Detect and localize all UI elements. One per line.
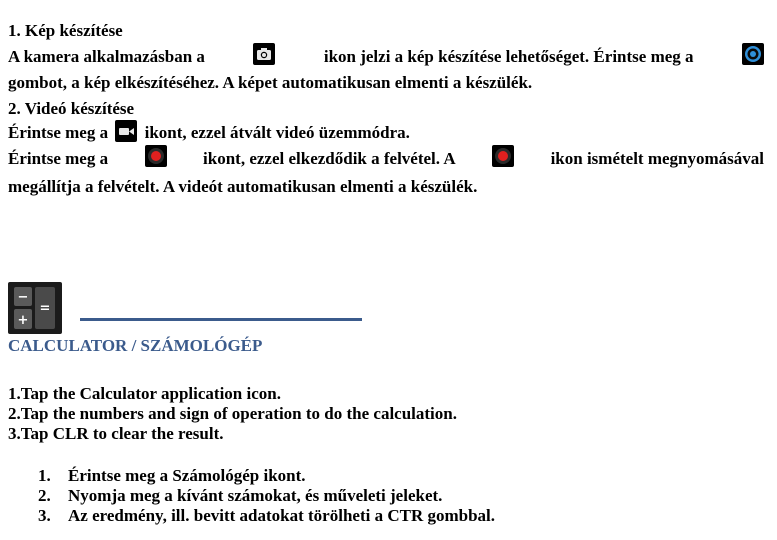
calc-plus-symbol: +: [17, 313, 29, 328]
video-line-1-b: ikont, ezzel átvált videó üzemmódra.: [144, 123, 410, 142]
video-line-1-a: Érintse meg a: [8, 123, 109, 142]
video-line-3: megállítja a felvételt. A videót automatikusan elmenti a készülék.: [8, 177, 478, 196]
video-line-2-a: Érintse meg a: [8, 149, 109, 168]
photo-line-2: gombot, a kép elkészítéséhez. A képet automatikusan elmenti a készülék.: [8, 73, 533, 92]
video-line-2-b: ikont, ezzel elkezdődik a felvétel. A: [203, 149, 456, 168]
calculator-app-icon: [8, 282, 62, 334]
hungarian-step: [38, 466, 306, 486]
video-line-1: [8, 122, 764, 145]
photo-line-1: [8, 46, 764, 68]
english-step: 1.Tap the Calculator application icon.: [8, 384, 281, 403]
photo-line-1-a: A kamera alkalmazásban a: [8, 47, 205, 66]
step-text: Érintse meg a Számológép ikont.: [68, 466, 306, 485]
record-button-icon: [145, 145, 167, 167]
calc-minus-symbol: −: [17, 290, 29, 305]
shutter-button-icon: [742, 43, 764, 65]
step-text: Az eredmény, ill. bevitt adatokat törölheti a CTR gombbal.: [68, 506, 496, 525]
photo-line-1-b: ikon jelzi a kép készítése lehetőséget. Érintse meg a: [323, 47, 694, 66]
step-text: Nyomja meg a kívánt számokat, és műveleti jeleket.: [68, 486, 443, 505]
step-number: 2.: [38, 486, 51, 505]
video-line-2: [8, 148, 764, 170]
stop-record-icon: [492, 145, 514, 167]
calc-equals-symbol: =: [39, 301, 51, 316]
video-line-2-c: ikon ismételt megnyomásával: [550, 149, 764, 168]
hungarian-step: [38, 486, 442, 506]
calculator-heading: CALCULATOR / SZÁMOLÓGÉP: [8, 336, 263, 355]
camera-icon: [253, 43, 275, 65]
section-title-video: 2. Videó készítése: [8, 99, 135, 118]
step-number: 3.: [38, 506, 51, 525]
video-camera-icon: [115, 120, 137, 142]
hungarian-step: [38, 506, 495, 526]
heading-divider: [80, 318, 362, 321]
english-step: 3.Tap CLR to clear the result.: [8, 424, 224, 443]
section-title-photo: 1. Kép készítése: [8, 21, 123, 40]
step-number: 1.: [38, 466, 51, 485]
english-step: 2.Tap the numbers and sign of operation to do the calculation.: [8, 404, 457, 423]
